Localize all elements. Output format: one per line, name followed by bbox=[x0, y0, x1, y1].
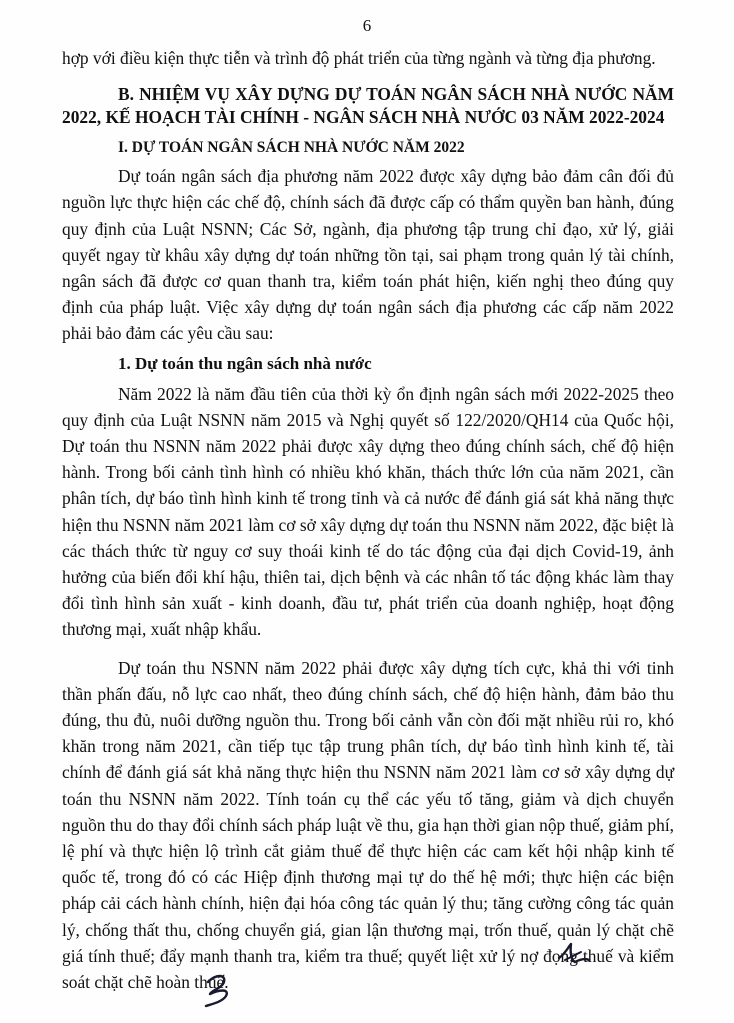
section-i-heading: I. DỰ TOÁN NGÂN SÁCH NHÀ NƯỚC NĂM 2022 bbox=[118, 139, 465, 157]
section-b-heading: B. NHIỆM VỤ XÂY DỰNG DỰ TOÁN NGÂN SÁCH NHÀ NƯỚC NĂM 2022, KẾ HOẠCH TÀI CHÍNH - NGÂN SÁCH NHÀ NƯỚC 03 NĂM 2022-2024 bbox=[62, 84, 674, 128]
section-i-paragraph: Dự toán ngân sách địa phương năm 2022 được xây dựng bảo đảm cân đối đủ nguồn lực thực hiện các chế độ, chính sách đã được cấp có thẩm quyền ban hành, đúng quy định của Luật NSNN; Các Sở, ngành, địa phương tập trung chỉ đạo, xử lý, giải quyết ngay từ khâu xây dựng dự toán những tồn tại, sai phạm trong quản lý tài chính, ngân sách đã được cơ quan thanh tra, kiểm toán phát hiện, kiến nghị theo đúng quy định của pháp luật. Việc xây dựng dự toán ngân sách địa phương các cấp năm 2022 phải bảo đảm các yêu cầu sau: bbox=[62, 166, 674, 344]
page-number: 6 bbox=[362, 16, 372, 35]
subsection-1-paragraph-2: Dự toán thu NSNN năm 2022 phải được xây dựng tích cực, khả thi với tinh thần phấn đấu, nỗ lực cao nhất, theo đúng chính sách, chế độ hiện hành, đảm bảo thu đúng, thu đủ, nuôi dưỡng nguồn thu. Trong bối cảnh vẫn còn đối mặt nhiều rủi ro, khó khăn trong năm 2021, cần tiếp tục tập trung phân tích, dự báo tình hình kinh tế, tài chính để đánh giá sát khả năng thực hiện thu NSNN năm 2021 làm cơ sở xây dựng dự toán thu NSNN năm 2022. Tính toán cụ thể các yếu tố tăng, giảm và dịch chuyển nguồn thu do thay đổi chính sách pháp luật về thu, gia hạn thời gian nộp thuế, giảm phí, lệ phí và thực hiện lộ trình cắt giảm thuế để thực hiện các cam kết hội nhập kinh tế quốc tế, trong đó có các Hiệp định thương mại tự do thế hệ mới; thực hiện các biện pháp cải cách hành chính, hiện đại hóa công tác quản lý thu; tăng cường công tác quản lý, chống thất thu, chống chuyển giá, gian lận thương mại, trốn thuế, quản lý chặt chẽ giá tính thuế; đẩy mạnh thanh tra, kiểm tra thuế; quyết liệt xử lý nợ đọng thuế và kiểm soát chặt chẽ hoàn thuế. bbox=[62, 657, 674, 993]
subsection-1-paragraph-1: Năm 2022 là năm đầu tiên của thời kỳ ổn định ngân sách mới 2022-2025 theo quy định của Luật NSNN năm 2015 và Nghị quyết số 122/2020/QH14 của Quốc hội, Dự toán thu NSNN năm 2022 phải được xây dựng theo đúng chính sách, chế độ hiện hành. Trong bối cảnh tình hình có nhiều khó khăn, thách thức lớn của năm 2021, cần phân tích, dự báo tình hình kinh tế trong tỉnh và cả nước để đánh giá sát khả năng thực hiện thu NSNN năm 2021 làm cơ sở xây dựng dự toán thu NSNN năm 2022, đặc biệt là các thách thức từ nguy cơ suy thoái kinh tế do tác động của đại dịch Covid-19, ảnh hưởng của biến đổi khí hậu, thiên tai, dịch bệnh và các nhân tố tác động khác làm thay đổi tình hình sản xuất - kinh doanh, đầu tư, phát triển của doanh nghiệp, hoạt động thương mại, xuất nhập khẩu. bbox=[62, 383, 674, 640]
subsection-1-heading: 1. Dự toán thu ngân sách nhà nước bbox=[118, 353, 372, 373]
document-body bbox=[62, 45, 674, 995]
opening-paragraph: hợp với điều kiện thực tiễn và trình độ phát triển của từng ngành và từng địa phương. bbox=[62, 48, 656, 68]
